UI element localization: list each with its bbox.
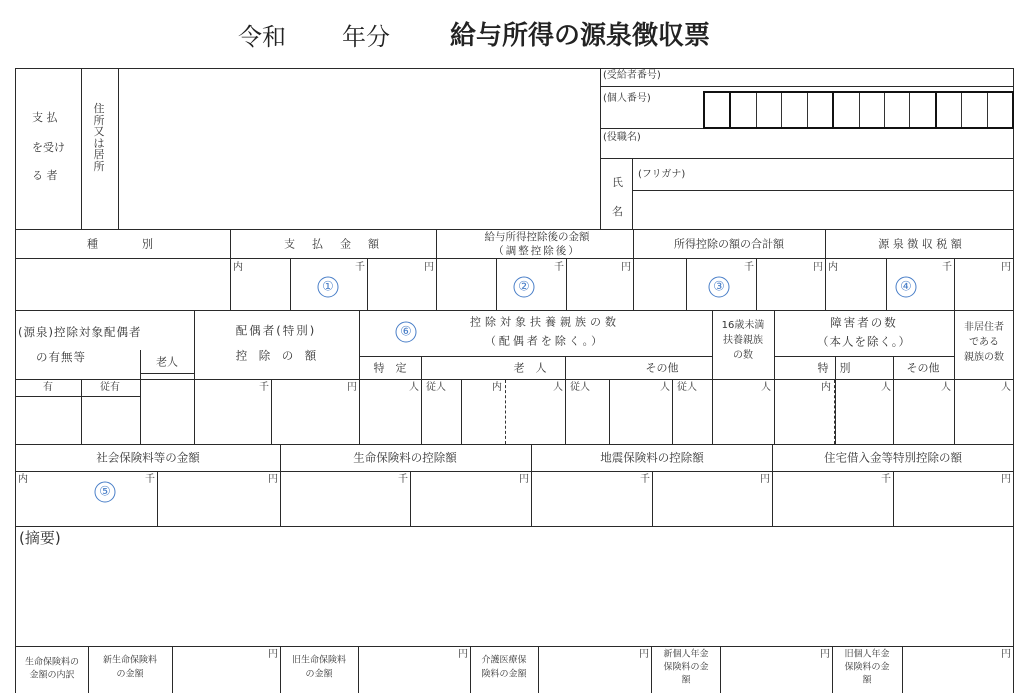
uchi-label: 内: [233, 262, 243, 273]
marker-2: ②: [514, 277, 535, 298]
payee-label-line3: る 者: [32, 169, 58, 182]
uchi-label: 内: [18, 474, 28, 485]
nin-label: 人: [761, 382, 771, 393]
special-label: 特 別: [817, 361, 851, 375]
disabled-other-label: その他: [906, 361, 940, 375]
uchi-label: 内: [828, 262, 838, 273]
specific-label: 特 定: [373, 361, 407, 375]
payee-label-line1: 支 払: [32, 111, 58, 124]
en-label: 円: [1001, 649, 1011, 660]
earthquake-header: 地震保険料の控除額: [600, 450, 704, 465]
yes-label: 有: [43, 382, 53, 393]
dependents-header-1: 控除対象扶養親族の数: [470, 315, 620, 329]
under16-header-1: 16歳未満: [721, 320, 765, 331]
nin-label: 人: [553, 382, 563, 393]
en-label: 円: [760, 474, 770, 485]
spouse-deduction-header-2: 控 除 の 額: [235, 348, 317, 363]
junin-label: 従人: [570, 382, 590, 393]
old-pension-label-3: 額: [862, 675, 872, 686]
position-label: (役職名): [603, 132, 641, 143]
withholding-tax-header: 源 泉 徴 収 税 額: [878, 237, 962, 251]
sen-label: 千: [398, 474, 408, 485]
disabled-header-2: （本人を除く。）: [816, 334, 912, 349]
nin-label: 人: [941, 382, 951, 393]
new-life-label-2: の金額: [116, 669, 144, 680]
uchi-label: 内: [821, 382, 831, 393]
under16-header-2: 扶養親族: [723, 335, 763, 346]
en-label: 円: [813, 262, 823, 273]
en-label: 円: [268, 649, 278, 660]
address-field[interactable]: [119, 69, 599, 228]
old-pension-label-2: 保険料の金: [844, 662, 890, 673]
nonresident-header-1: 非居住者: [964, 322, 1004, 333]
junin-label: 従人: [426, 382, 446, 393]
page-title: 給与所得の源泉徴収票: [450, 21, 711, 51]
address-label: 住所又は居所: [93, 102, 105, 173]
en-label: 円: [1001, 474, 1011, 485]
en-label: 円: [639, 649, 649, 660]
sen-label: 千: [355, 262, 365, 273]
old-pension-label-1: 旧個人年金: [844, 649, 890, 660]
sen-label: 千: [554, 262, 564, 273]
nin-label: 人: [881, 382, 891, 393]
old-life-label-1: 旧生命保険料: [291, 655, 347, 666]
deduction-total-header: 所得控除の額の合計額: [674, 237, 784, 251]
nonresident-header-3: 親族の数: [964, 352, 1004, 363]
en-label: 円: [268, 474, 278, 485]
title-year-unit: 年分: [342, 23, 390, 51]
en-label: 円: [458, 649, 468, 660]
housing-loan-header: 住宅借入金等特別控除の額: [824, 450, 962, 465]
payment-amount-header: 支 払 金 額: [284, 237, 382, 251]
care-label-1: 介護医療保: [481, 655, 527, 666]
name-label-2: 名: [612, 205, 623, 218]
new-pension-label-3: 額: [681, 675, 691, 686]
en-label: 円: [1001, 262, 1011, 273]
after-deduction-header-2: （調整控除後）: [493, 244, 581, 257]
marker-1: ①: [318, 277, 339, 298]
disabled-header-1: 障害者の数: [830, 315, 898, 330]
marker-6: ⑥: [396, 322, 417, 343]
marker-4: ④: [896, 277, 917, 298]
type-header: 種 別: [87, 237, 153, 251]
individual-number-boxes[interactable]: [703, 91, 1014, 129]
en-label: 円: [820, 649, 830, 660]
spouse-header-2: の有無等: [36, 350, 86, 364]
payee-label-line2: を受け: [32, 141, 65, 154]
juyu-label: 従有: [100, 382, 120, 393]
sen-label: 千: [744, 262, 754, 273]
junin-label: 従人: [677, 382, 697, 393]
spouse-deduction-header-1: 配偶者(特別): [235, 323, 317, 338]
new-life-label-1: 新生命保険料: [102, 655, 158, 666]
en-label: 円: [519, 474, 529, 485]
social-insurance-header: 社会保険料等の金額: [96, 450, 200, 465]
furigana-label: (フリガナ): [638, 169, 686, 180]
name-label-1: 氏: [612, 176, 623, 189]
sen-label: 千: [145, 474, 155, 485]
title-era: 令和: [238, 23, 286, 51]
elderly-dependents-label: 老 人: [513, 361, 547, 375]
breakdown-label-1: 生命保険料の: [24, 657, 80, 668]
sen-label: 千: [942, 262, 952, 273]
uchi-label: 内: [492, 382, 502, 393]
care-label-2: 険料の金額: [481, 669, 527, 680]
life-insurance-header: 生命保険料の控除額: [353, 450, 457, 465]
name-field[interactable]: [633, 191, 1013, 228]
elderly-label: 老人: [156, 355, 178, 369]
remarks-label: (摘要): [19, 529, 61, 547]
other-dependents-label: その他: [645, 361, 679, 375]
nonresident-header-2: である: [969, 337, 999, 348]
en-label: 円: [347, 382, 357, 393]
nin-label: 人: [1001, 382, 1011, 393]
new-pension-label-1: 新個人年金: [663, 649, 709, 660]
after-deduction-header-1: 給与所得控除後の金額: [484, 230, 590, 243]
marker-3: ③: [709, 277, 730, 298]
recipient-number-label: (受給者番号): [603, 70, 661, 81]
old-life-label-2: の金額: [305, 669, 333, 680]
spouse-header-1: (源泉)控除対象配偶者: [18, 325, 142, 339]
breakdown-label-2: 金額の内訳: [29, 670, 75, 681]
sen-label: 千: [640, 474, 650, 485]
nin-label: 人: [660, 382, 670, 393]
sen-label: 千: [259, 382, 269, 393]
nin-label: 人: [409, 382, 419, 393]
remarks-field[interactable]: [16, 550, 1012, 645]
new-pension-label-2: 保険料の金: [663, 662, 709, 673]
marker-5: ⑤: [95, 482, 116, 503]
under16-header-3: の数: [733, 350, 753, 361]
dependents-header-2: （配偶者を除く。）: [484, 334, 606, 348]
en-label: 円: [424, 262, 434, 273]
en-label: 円: [621, 262, 631, 273]
individual-number-label: (個人番号): [603, 93, 651, 104]
sen-label: 千: [881, 474, 891, 485]
